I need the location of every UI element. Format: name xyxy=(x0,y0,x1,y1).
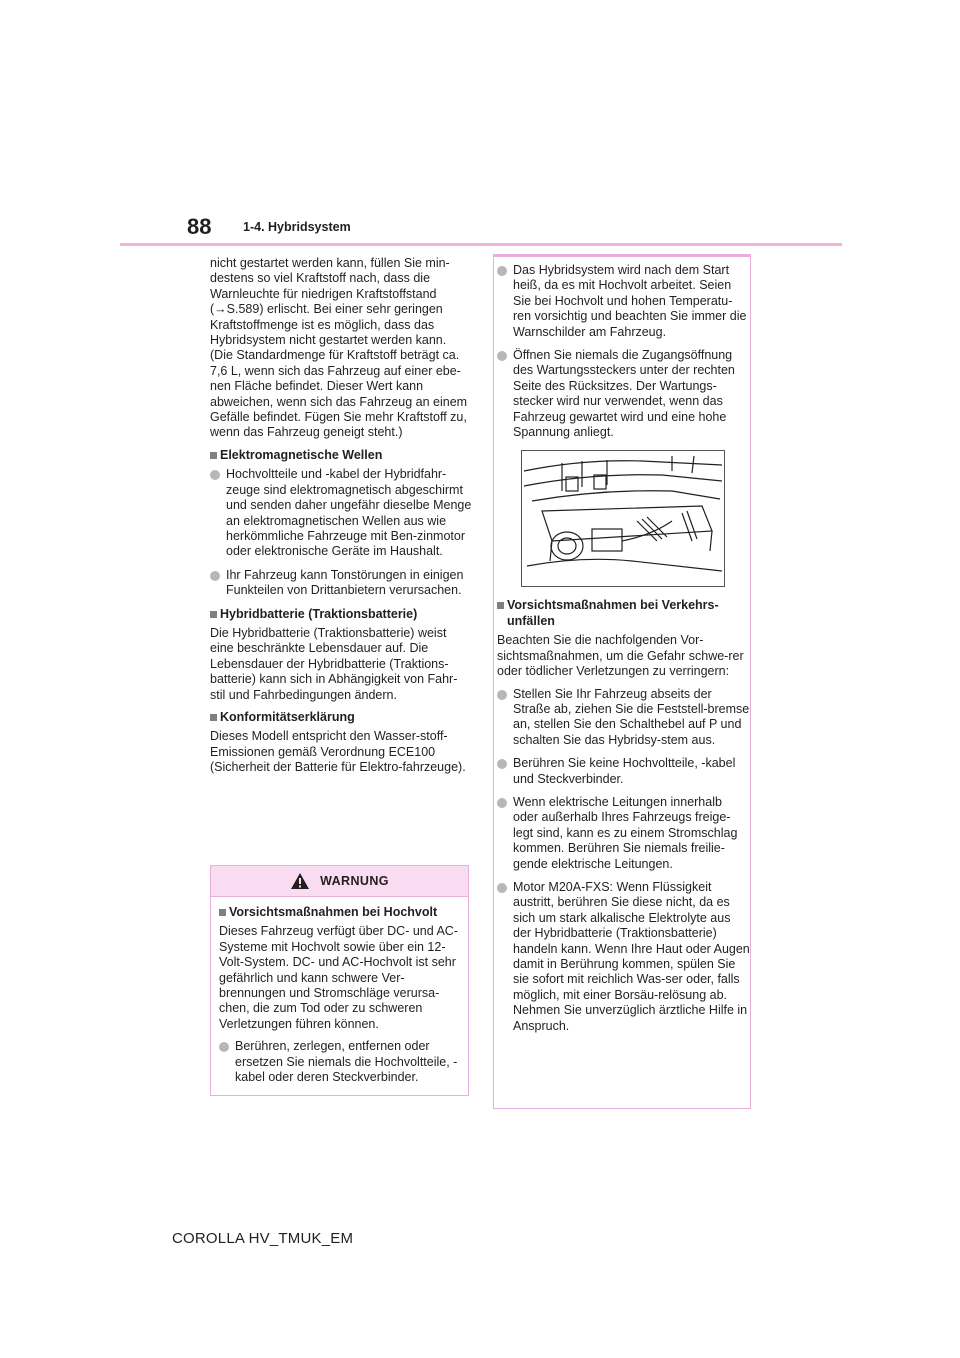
battery-heading-text: Hybridbatterie (Traktionsbatterie) xyxy=(220,606,418,621)
em-bullet-2: Ihr Fahrzeug kann Tonstörungen in einigen Funkteilen von Drittanbietern verursachen. xyxy=(226,567,464,598)
right-bullet-2: Öffnen Sie niemals die Zugangsöffnung des Wartungssteckers unter der rechten Seite des Rücksitzes. Der Wartungs-stecker wird nur verwendet, wenn das Fahrzeug gewartet wird und eine hohe Spannung anliegt. xyxy=(513,348,735,440)
conformity-heading-text: Konformitätserklärung xyxy=(220,709,355,724)
accident-bullet-2: Berühren Sie keine Hochvoltteile, -kabel und Steckverbinder. xyxy=(513,756,736,786)
warning-heading-text: Vorsichtsmaßnahmen bei Hochvolt xyxy=(229,905,438,919)
square-bullet-icon xyxy=(210,714,217,721)
warning-bullet-1: Berühren, zerlegen, entfernen oder ersetzen Sie niemals die Hochvoltteile, -kabel oder deren Steckverbinder. xyxy=(235,1039,458,1085)
rear-seat-service-plug-icon xyxy=(522,451,724,586)
battery-heading xyxy=(210,607,472,622)
left-column xyxy=(210,256,472,783)
em-heading xyxy=(210,448,472,463)
warning-header xyxy=(211,866,468,897)
right-warning-box xyxy=(493,254,751,1109)
warning-triangle-icon xyxy=(290,872,310,890)
warning-label: WARNUNG xyxy=(320,874,389,888)
list-item xyxy=(497,263,750,340)
warning-box xyxy=(210,865,469,1096)
circle-bullet-icon xyxy=(497,351,507,361)
accident-heading xyxy=(497,598,750,629)
square-bullet-icon xyxy=(497,602,504,609)
section-title: 1-4. Hybridsystem xyxy=(243,220,351,234)
list-item xyxy=(219,1039,460,1085)
conformity-paragraph: Dieses Modell entspricht den Wasser-stoff-Emissionen gemäß Verordnung ECE100 (Sicherheit der Batterie für Elektro-fahrzeuge). xyxy=(210,729,466,775)
list-item xyxy=(497,348,750,440)
list-item xyxy=(497,756,750,787)
circle-bullet-icon xyxy=(497,266,507,276)
warning-heading xyxy=(219,905,460,920)
footer-model: COROLLA HV_TMUK_EM xyxy=(172,1230,354,1247)
circle-bullet-icon xyxy=(219,1042,229,1052)
list-item xyxy=(497,687,750,749)
battery-paragraph: Die Hybridbatterie (Traktionsbatterie) weist eine beschränkte Lebensdauer auf. Die Lebensdauer der Hybridbatterie (Traktions-batterie) kann sich in Abhängigkeit von Fahr-stil und Fahrbedingungen ändern. xyxy=(210,625,458,702)
accident-bullet-1: Stellen Sie Ihr Fahrzeug abseits der Straße ab, ziehen Sie die Feststell-bremse an, stellen Sie den Schalthebel auf P und schalten Sie das Hybridsy-stem aus. xyxy=(513,686,750,747)
list-item xyxy=(210,568,472,599)
accident-bullet-3: Wenn elektrische Leitungen innerhalb oder außerhalb Ihres Fahrzeugs freige-legt sind, kann es zu einem Stromschlag kommen. Berühren Sie niemals freilie-gende elektrische Leitungen. xyxy=(513,794,738,871)
warning-body xyxy=(211,897,468,1085)
accident-paragraph: Beachten Sie die nachfolgenden Vor-sichtsmaßnahmen, um die Gefahr schwe-rer oder tödlicher Verletzungen zu verringern: xyxy=(497,633,744,679)
service-plug-illustration xyxy=(521,450,725,587)
right-bullet-1: Das Hybridsystem wird nach dem Start heiß, da es mit Hochvolt arbeitet. Seien Sie bei Hochvolt und hohen Temperatu-ren vorsichtig und beachten Sie immer die Warnschilder am Fahrzeug. xyxy=(513,263,747,339)
square-bullet-icon xyxy=(210,452,217,459)
list-item xyxy=(497,795,750,872)
em-heading-text: Elektromagnetische Wellen xyxy=(220,447,383,462)
circle-bullet-icon xyxy=(497,759,507,769)
em-bullet-1: Hochvoltteile und -kabel der Hybridfahr-zeuge sind elektromagnetisch abgeschirmt und senden daher ungefähr dieselbe Menge an elektromagnetischen Wellen aus wie herkömmliche Fahrzeuge mit Ben-zinmotor oder elektronische Geräte im Haushalt. xyxy=(226,467,472,559)
list-item xyxy=(210,467,472,559)
header-rule xyxy=(120,243,842,246)
warning-paragraph: Dieses Fahrzeug verfügt über DC- und AC-Systeme mit Hochvolt sowie über ein 12-Volt-System. DC- und AC-Hochvolt ist sehr gefährlich und kann schwere Ver-brennungen und Stromschläge verursa-chen, die zum Tod oder zu schweren Verletzungen führen können. xyxy=(219,924,458,1031)
circle-bullet-icon xyxy=(497,883,507,893)
intro-paragraph: nicht gestartet werden kann, füllen Sie min-destens so viel Kraftstoff nach, dass die Warnleuchte für niedrigen Kraftstoffstand (→S.589) erlischt. Bei einer sehr geringen Kraftstoffmenge ist es möglich, dass das Hybridsystem nicht gestartet werden kann. (Die Standardmenge für Kraftstoff beträgt ca. 7,6 L, wenn sich das Fahrzeug auf einer ebe-nen Fläche befindet. Dieser Wert kann abweichen, wenn sich das Fahrzeug an einem Gefälle befindet. Fügen Sie mehr Kraftstoff zu, wenn das Fahrzeug geneigt steht.) xyxy=(210,256,468,440)
square-bullet-icon xyxy=(210,611,217,618)
circle-bullet-icon xyxy=(497,690,507,700)
circle-bullet-icon xyxy=(497,798,507,808)
circle-bullet-icon xyxy=(210,571,220,581)
accident-bullet-4: Motor M20A-FXS: Wenn Flüssigkeit austritt, berühren Sie diese nicht, da es sich um stark alkalische Elektrolyte aus der Hybridbatterie (Traktionsbatterie) handeln kann. Wenn Ihre Haut oder Augen damit in Berührung kommen, spülen Sie sie sofort mit reichlich Was-ser oder, falls möglich, mit einer Borsäu-relösung ab. Nehmen Sie unverzüglich ärztliche Hilfe in Anspruch. xyxy=(513,879,750,1033)
circle-bullet-icon xyxy=(210,470,220,480)
list-item xyxy=(497,880,750,1034)
conformity-heading xyxy=(210,710,472,725)
accident-heading-text: Vorsichtsmaßnahmen bei Verkehrs-unfällen xyxy=(507,598,719,628)
square-bullet-icon xyxy=(219,909,226,916)
page-number: 88 xyxy=(187,214,212,239)
